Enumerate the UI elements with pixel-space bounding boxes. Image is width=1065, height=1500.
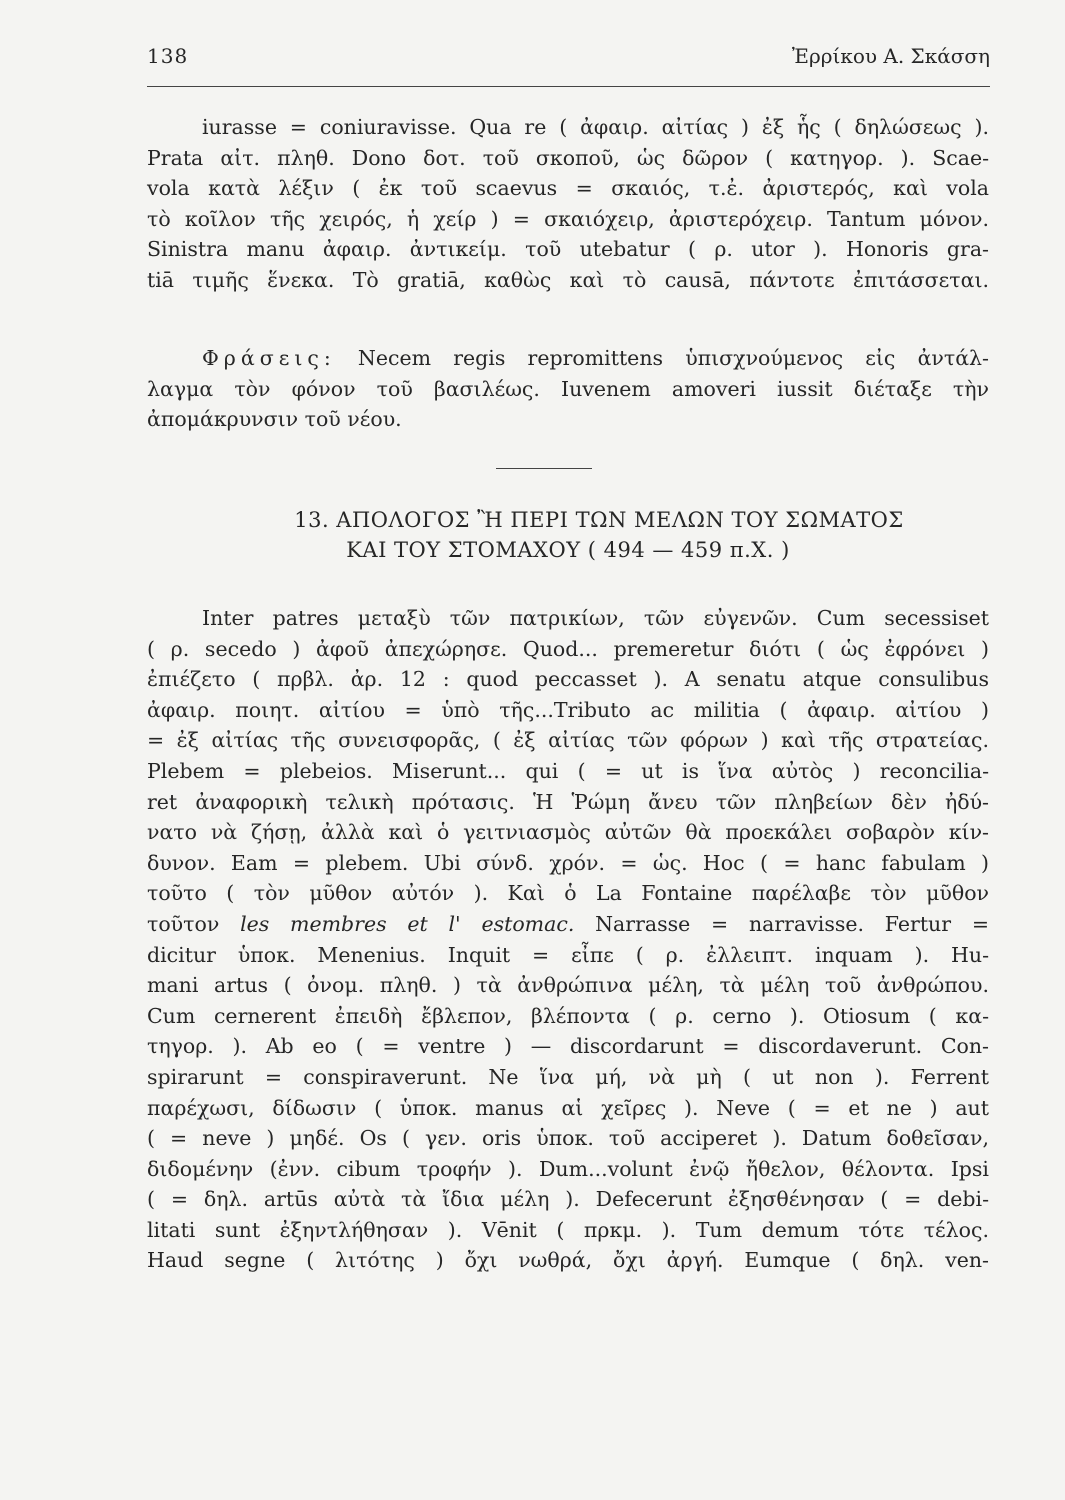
paragraph-phrases (147, 343, 989, 435)
text-line: Sinistra manu ἀφαιρ. ἀντικείμ. τοῦ utebatur ( ρ. utor ). Honoris gra- (147, 237, 989, 262)
text-line: ἀπομάκρυνσιν τοῦ νέου. (147, 407, 402, 432)
text-line (147, 909, 989, 940)
text-line: tiā τιμῆς ἕνεκα. Τὸ gratiā, καθὼς καὶ τὸ causā, πάντοτε ἐπιτάσσεται. (147, 267, 989, 292)
text-line (147, 343, 989, 374)
italic-title: les membres et l' estomac. (240, 911, 575, 936)
paragraph-commentary (147, 603, 989, 1276)
text-line: λαγμα τὸν φόνον τοῦ βασιλέως. Iuvenem amoveri iussit διέταξε τὴν (147, 376, 989, 401)
text-line: Plebem = plebeios. Miserunt... qui ( = ut is ἵνα αὐτὸς ) reconcilia- (147, 758, 989, 783)
text-line: παρέχωσι, δίδωσιν ( ὑποκ. manus αἱ χεῖρες ). Neve ( = et ne ) aut (147, 1095, 989, 1120)
text-line: litati sunt ἐξηντλήθησαν ). Vēnit ( πρκμ. ). Tum demum τότε τέλος. (147, 1217, 989, 1242)
text-line: iurasse = coniuravisse. Qua re ( ἀφαιρ. αἰτίας ) ἐξ ἧς ( δηλώσεως ). (202, 115, 989, 139)
running-head: Ἐρρίκου Α. Σκάσση (791, 44, 990, 68)
text-line: vola κατὰ λέξιν ( ἐκ τοῦ scaevus = σκαιός, τ.ἐ. ἀριστερός, καὶ vola (147, 176, 989, 201)
text-line: Cum cernerent ἐπειδὴ ἔβλεπον, βλέποντα ( ρ. cerno ). Otiosum ( κα- (147, 1003, 989, 1028)
text-line: Prata αἰτ. πληθ. Dono δοτ. τοῦ σκοποῦ, ὡς δῶρον ( κατηγορ. ). Scae- (147, 145, 989, 170)
text-line: Inter patres μεταξὺ τῶν πατρικίων, τῶν εὐγενῶν. Cum secessiset (202, 606, 989, 630)
section-title-line-2: ΚΑΙ ΤΟΥ ΣΤΟΜΑΧΟΥ ( 494 — 459 π.Χ. ) (346, 538, 790, 562)
text-fragment: Narrasse = narravisse. Fertur = (595, 911, 989, 936)
page-number: 138 (147, 44, 189, 68)
text-line: νατο νὰ ζήσῃ, ἀλλὰ καὶ ὁ γειτνιασμὸς αὐτῶν θὰ προεκάλει σοβαρὸν κίν- (147, 820, 989, 845)
text-line: mani artus ( ὀνομ. πληθ. ) τὰ ἀνθρώπινα μέλη, τὰ μέλη τοῦ ἀνθρώπου. (147, 973, 989, 998)
text-line: ( ρ. secedo ) ἀφοῦ ἀπεχώρησε. Quod... premeretur διότι ( ὡς ἐφρόνει ) (147, 636, 989, 661)
text-line: ἀφαιρ. ποιητ. αἰτίου = ὑπὸ τῆς...Tributo ac militia ( ἀφαιρ. αἰτίου ) (147, 697, 989, 722)
phrases-label: Φράσεις: (202, 346, 336, 370)
text-line: ( = neve ) μηδέ. Os ( γεν. oris ὑποκ. τοῦ acciperet ). Datum δοθεῖσαν, (147, 1126, 989, 1151)
section-title-line-1: 13. ΑΠΟΛΟΓΟΣ Ἢ ΠΕΡΙ ΤΩΝ ΜΕΛΩΝ ΤΟΥ ΣΩΜΑΤΟΣ (294, 508, 904, 532)
text-line: spirarunt = conspiraverunt. Ne ἵνα μή, νὰ μὴ ( ut non ). Ferrent (147, 1064, 989, 1089)
text-line: ἐπιέζετο ( πρβλ. ἀρ. 12 : quod peccasset ). A senatu atque consulibus (147, 667, 989, 692)
paragraph-glossary (147, 112, 989, 296)
text-line: dicitur ὑποκ. Menenius. Inquit = εἶπε ( ρ. ἐλλειπτ. inquam ). Hu- (147, 942, 989, 967)
section-divider (496, 468, 592, 469)
text-line: ( = δηλ. artūs αὐτὰ τὰ ἴδια μέλη ). Defecerunt ἐξησθένησαν ( = debi- (147, 1187, 989, 1212)
page-header (147, 42, 990, 87)
text-line: τὸ κοῖλον τῆς χειρός, ἡ χείρ ) = σκαιόχειρ, ἀριστερόχειρ. Tantum μόνον. (147, 206, 989, 231)
text-line: τοῦτο ( τὸν μῦθον αὐτόν ). Καὶ ὁ La Fontaine παρέλαβε τὸν μῦθον (147, 881, 989, 906)
text-fragment: τοῦτον (147, 911, 220, 936)
text-line: διδομένην (ἐνν. cibum τροφήν ). Dum...volunt ἐνῷ ἤθελον, θέλοντα. Ipsi (147, 1156, 989, 1181)
text-line: ret ἀναφορικὴ τελικὴ πρότασις. Ἡ Ῥώμη ἄνευ τῶν πληβείων δὲν ἠδύ- (147, 789, 989, 814)
text-line: = ἐξ αἰτίας τῆς συνεισφορᾶς, ( ἐξ αἰτίας τῶν φόρων ) καὶ τῆς στρατείας. (147, 728, 989, 753)
text-line: δυνον. Eam = plebem. Ubi σύνδ. χρόν. = ὡς. Hoc ( = hanc fabulam ) (147, 850, 989, 875)
section-title (147, 505, 989, 565)
text-line: τηγορ. ). Ab eo ( = ventre ) — discordarunt = discordaverunt. Con- (147, 1034, 989, 1059)
text-line: Haud segne ( λιτότης ) ὄχι νωθρά, ὄχι ἀργή. Eumque ( δηλ. ven- (147, 1248, 989, 1273)
phrases-first-line: Necem regis repromittens ὑπισχνούμενος εἰς ἀντάλ- (357, 346, 989, 370)
